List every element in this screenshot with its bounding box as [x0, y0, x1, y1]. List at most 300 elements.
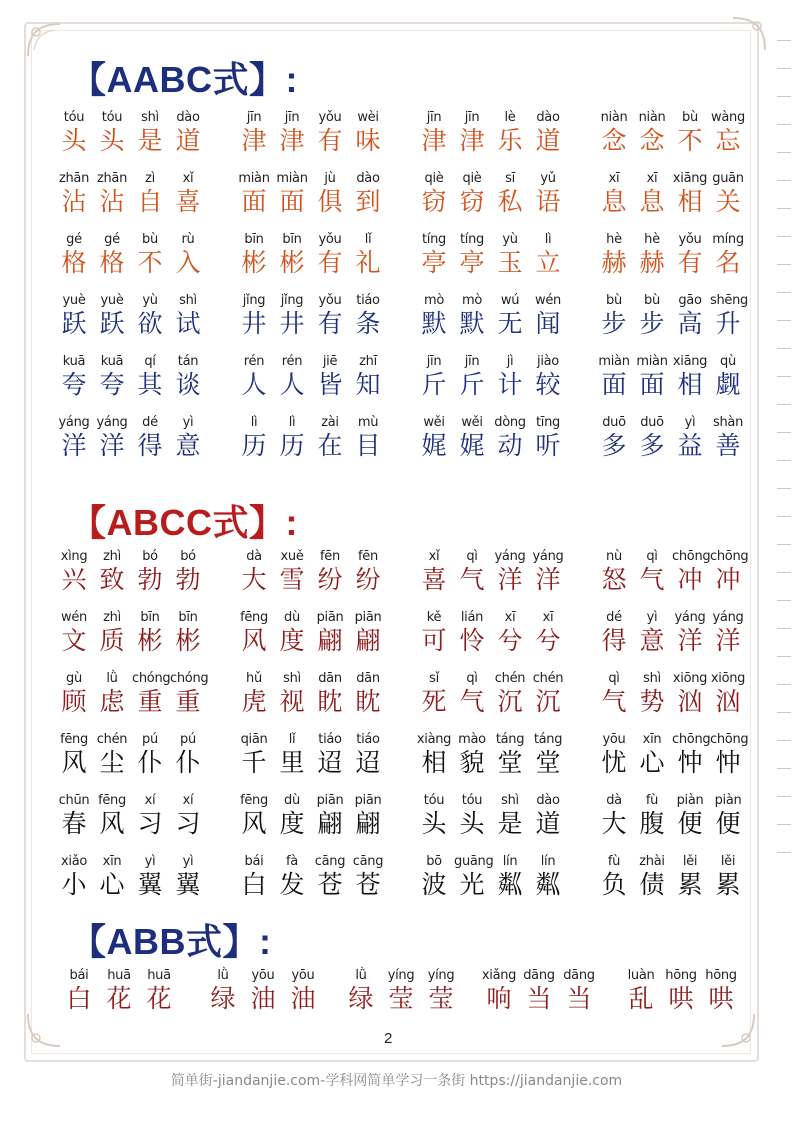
- hanzi-character: 意: [175, 431, 201, 460]
- hanzi-line: [60, 984, 178, 1014]
- pinyin-syllable: yǒu: [678, 232, 702, 247]
- hanzi-character: 跃: [99, 309, 125, 338]
- pinyin-syllable: dé: [142, 415, 158, 430]
- pinyin-line: [60, 968, 178, 983]
- pinyin-syllable: wěi: [423, 415, 445, 430]
- hanzi-character: 亭: [421, 248, 447, 277]
- pinyin-line: [416, 671, 566, 686]
- hanzi-character: 多: [601, 431, 627, 460]
- pinyin-line: [596, 732, 749, 747]
- hanzi-character: 彬: [241, 248, 267, 277]
- pinyin-syllable: wén: [535, 293, 561, 308]
- pinyin-syllable: dà: [246, 549, 262, 564]
- hanzi-character: 语: [535, 187, 561, 216]
- pinyin-syllable: chóng: [170, 671, 209, 686]
- hanzi-line: [236, 687, 386, 717]
- hanzi-character: 彬: [279, 248, 305, 277]
- hanzi-character: 多: [639, 431, 665, 460]
- pinyin-syllable: jǐng: [242, 293, 266, 308]
- pinyin-line: [56, 354, 206, 369]
- hanzi-character: 味: [355, 126, 381, 155]
- hanzi-character: 风: [99, 809, 125, 838]
- hanzi-character: 息: [601, 187, 627, 216]
- hanzi-character: 不: [137, 248, 163, 277]
- pinyin-syllable: xī: [504, 610, 516, 625]
- pinyin-syllable: jīn: [464, 110, 480, 125]
- hanzi-character: 洋: [497, 565, 523, 594]
- pinyin-syllable: zhī: [359, 354, 377, 369]
- hanzi-character: 津: [279, 126, 305, 155]
- pinyin-syllable: lǜ: [106, 671, 118, 686]
- pinyin-syllable: rù: [181, 232, 195, 247]
- hanzi-line: [236, 309, 386, 339]
- pinyin-syllable: yíng: [387, 968, 415, 983]
- idiom-row: [56, 232, 756, 292]
- pinyin-syllable: lǜ: [355, 968, 367, 983]
- pinyin-syllable: mào: [458, 732, 486, 747]
- pinyin-syllable: fēng: [60, 732, 88, 747]
- pinyin-syllable: gāo: [678, 293, 702, 308]
- pinyin-syllable: fù: [645, 793, 659, 808]
- hanzi-character: 汹: [715, 687, 741, 716]
- pinyin-syllable: yáng: [532, 549, 564, 564]
- pinyin-syllable: tóu: [423, 793, 445, 808]
- pinyin-syllable: bù: [606, 293, 622, 308]
- hanzi-character: 不: [677, 126, 703, 155]
- pinyin-syllable: qí: [144, 354, 156, 369]
- pinyin-syllable: lǐ: [364, 232, 372, 247]
- hanzi-character: 兮: [497, 626, 523, 655]
- pinyin-syllable: piān: [316, 610, 344, 625]
- hanzi-character: 迢: [317, 748, 343, 777]
- pinyin-line: [416, 354, 566, 369]
- pinyin-line: [596, 171, 746, 186]
- hanzi-character: 自: [137, 187, 163, 216]
- pinyin-syllable: yì: [182, 415, 194, 430]
- hanzi-line: [596, 687, 746, 717]
- pinyin-line: [56, 293, 206, 308]
- hanzi-character: 习: [137, 809, 163, 838]
- hanzi-character: 兴: [61, 565, 87, 594]
- hanzi-character: 听: [535, 431, 561, 460]
- pinyin-syllable: yōu: [251, 968, 275, 983]
- pinyin-syllable: zhān: [96, 171, 128, 186]
- hanzi-character: 莹: [428, 984, 454, 1013]
- hanzi-character: 历: [241, 431, 267, 460]
- hanzi-character: 便: [715, 809, 741, 838]
- hanzi-character: 觑: [715, 370, 741, 399]
- pinyin-syllable: shì: [283, 671, 301, 686]
- hanzi-line: [596, 565, 746, 595]
- pinyin-syllable: qiè: [462, 171, 482, 186]
- hanzi-character: 洋: [677, 626, 703, 655]
- pinyin-syllable: zài: [321, 415, 339, 430]
- hanzi-line: [236, 187, 386, 217]
- pinyin-syllable: jīn: [246, 110, 262, 125]
- hanzi-character: 顾: [61, 687, 87, 716]
- hanzi-character: 千: [241, 748, 267, 777]
- pinyin-syllable: zhài: [639, 854, 665, 869]
- pinyin-syllable: xiōng: [672, 671, 708, 686]
- pinyin-syllable: dào: [176, 110, 200, 125]
- hanzi-character: 风: [241, 626, 267, 655]
- hanzi-character: 步: [601, 309, 627, 338]
- pinyin-syllable: mò: [461, 293, 483, 308]
- pinyin-syllable: xī: [542, 610, 554, 625]
- hanzi-character: 道: [535, 809, 561, 838]
- section-title-abb: 【ABB式】:: [70, 921, 272, 962]
- hanzi-character: 冲: [715, 565, 741, 594]
- hanzi-character: 可: [421, 626, 447, 655]
- pinyin-syllable: dé: [606, 610, 622, 625]
- pinyin-syllable: jīn: [464, 354, 480, 369]
- hanzi-character: 跃: [61, 309, 87, 338]
- pinyin-syllable: niàn: [638, 110, 666, 125]
- pinyin-line: [596, 793, 746, 808]
- hanzi-character: 油: [250, 984, 276, 1013]
- pinyin-syllable: dào: [536, 793, 560, 808]
- hanzi-character: 知: [355, 370, 381, 399]
- pinyin-line: [416, 171, 566, 186]
- pinyin-line: [56, 854, 206, 869]
- pinyin-syllable: chóng: [132, 671, 171, 686]
- hanzi-character: 升: [715, 309, 741, 338]
- hanzi-line: [416, 809, 566, 839]
- hanzi-line: [56, 431, 206, 461]
- hanzi-character: 亭: [459, 248, 485, 277]
- hanzi-character: 习: [175, 809, 201, 838]
- hanzi-character: 相: [677, 370, 703, 399]
- hanzi-line: [56, 565, 206, 595]
- pinyin-syllable: bù: [142, 232, 158, 247]
- hanzi-line: [622, 984, 740, 1014]
- hanzi-character: 彬: [175, 626, 201, 655]
- pinyin-syllable: dù: [284, 793, 300, 808]
- footer-source: 简单街-jiandanjie.com-学科网简单学习一条街 https://jiandanjie.com: [170, 1073, 623, 1089]
- pinyin-syllable: mò: [423, 293, 445, 308]
- hanzi-line: [416, 309, 566, 339]
- hanzi-character: 较: [535, 370, 561, 399]
- hanzi-character: 迢: [355, 748, 381, 777]
- hanzi-character: 眈: [355, 687, 381, 716]
- pinyin-syllable: tiáo: [356, 293, 380, 308]
- pinyin-syllable: duō: [602, 415, 626, 430]
- pinyin-syllable: piàn: [676, 793, 704, 808]
- pinyin-syllable: miàn: [636, 354, 668, 369]
- page-number: 2: [384, 1030, 393, 1047]
- pinyin-line: [416, 293, 566, 308]
- pinyin-line: [416, 232, 566, 247]
- hanzi-character: 相: [421, 748, 447, 777]
- pinyin-syllable: yì: [182, 854, 194, 869]
- pinyin-syllable: yì: [646, 610, 658, 625]
- hanzi-character: 春: [61, 809, 87, 838]
- pinyin-syllable: bái: [69, 968, 89, 983]
- pinyin-line: [236, 854, 386, 869]
- pinyin-syllable: qù: [720, 354, 736, 369]
- hanzi-character: 是: [497, 809, 523, 838]
- pinyin-syllable: lián: [460, 610, 484, 625]
- pinyin-syllable: xiāng: [672, 354, 708, 369]
- pinyin-syllable: xī: [608, 171, 620, 186]
- pinyin-syllable: yōu: [291, 968, 315, 983]
- hanzi-character: 花: [106, 984, 132, 1013]
- pinyin-line: [416, 549, 566, 564]
- hanzi-character: 仆: [137, 748, 163, 777]
- pinyin-syllable: gù: [66, 671, 82, 686]
- hanzi-character: 窃: [421, 187, 447, 216]
- hanzi-character: 绿: [210, 984, 236, 1013]
- pinyin-syllable: yǒu: [318, 232, 342, 247]
- hanzi-character: 默: [459, 309, 485, 338]
- pinyin-syllable: fēng: [240, 610, 268, 625]
- pinyin-syllable: bīn: [140, 610, 160, 625]
- hanzi-character: 面: [241, 187, 267, 216]
- pinyin-syllable: bó: [142, 549, 158, 564]
- hanzi-character: 度: [279, 809, 305, 838]
- hanzi-character: 有: [677, 248, 703, 277]
- pinyin-syllable: yǒu: [318, 110, 342, 125]
- hanzi-character: 里: [279, 748, 305, 777]
- pinyin-syllable: rén: [243, 354, 265, 369]
- pinyin-syllable: bīn: [282, 232, 302, 247]
- hanzi-line: [416, 565, 566, 595]
- pinyin-syllable: táng: [495, 732, 525, 747]
- pinyin-syllable: chōng: [672, 549, 711, 564]
- hanzi-character: 势: [639, 687, 665, 716]
- pinyin-syllable: shì: [501, 793, 519, 808]
- section-title-abcc: 【ABCC式】:: [70, 502, 298, 543]
- pinyin-syllable: hǔ: [246, 671, 262, 686]
- hanzi-line: [236, 248, 386, 278]
- hanzi-character: 雪: [279, 565, 305, 594]
- hanzi-character: 喜: [175, 187, 201, 216]
- hanzi-character: 波: [421, 870, 447, 899]
- pinyin-syllable: mù: [357, 415, 379, 430]
- hanzi-character: 莹: [388, 984, 414, 1013]
- idiom-row: [56, 793, 756, 853]
- hanzi-line: [56, 870, 206, 900]
- pinyin-line: [480, 968, 598, 983]
- hanzi-line: [342, 984, 460, 1014]
- pinyin-line: [236, 610, 386, 625]
- pinyin-syllable: piān: [354, 610, 382, 625]
- pinyin-syllable: qiè: [424, 171, 444, 186]
- hanzi-line: [416, 687, 566, 717]
- hanzi-character: 汹: [677, 687, 703, 716]
- pinyin-syllable: xiāng: [672, 171, 708, 186]
- hanzi-character: 无: [497, 309, 523, 338]
- pinyin-syllable: lěi: [682, 854, 698, 869]
- hanzi-character: 津: [459, 126, 485, 155]
- hanzi-character: 花: [146, 984, 172, 1013]
- idiom-row: [56, 732, 756, 792]
- pinyin-syllable: xǐ: [182, 171, 194, 186]
- pinyin-syllable: kuā: [62, 354, 86, 369]
- pinyin-syllable: shì: [179, 293, 197, 308]
- hanzi-line: [416, 431, 566, 461]
- hanzi-line: [416, 126, 566, 156]
- pinyin-syllable: tóu: [461, 793, 483, 808]
- pinyin-line: [56, 610, 206, 625]
- hanzi-character: 赫: [639, 248, 665, 277]
- pinyin-syllable: xí: [182, 793, 194, 808]
- pinyin-syllable: xiǎo: [60, 854, 88, 869]
- pinyin-syllable: piān: [354, 793, 382, 808]
- pinyin-syllable: fēng: [240, 793, 268, 808]
- hanzi-character: 是: [137, 126, 163, 155]
- pinyin-syllable: kě: [426, 610, 442, 625]
- hanzi-character: 有: [317, 126, 343, 155]
- hanzi-character: 白: [66, 984, 92, 1013]
- pinyin-syllable: yáng: [712, 610, 744, 625]
- pinyin-syllable: míng: [712, 232, 744, 247]
- pinyin-syllable: bái: [244, 854, 264, 869]
- hanzi-line: [596, 370, 746, 400]
- pinyin-syllable: niàn: [600, 110, 628, 125]
- hanzi-character: 苍: [355, 870, 381, 899]
- hanzi-line: [416, 626, 566, 656]
- hanzi-character: 绿: [348, 984, 374, 1013]
- pinyin-line: [416, 610, 566, 625]
- pinyin-syllable: wú: [500, 293, 520, 308]
- hanzi-character: 格: [99, 248, 125, 277]
- pinyin-syllable: dào: [356, 171, 380, 186]
- hanzi-character: 善: [715, 431, 741, 460]
- hanzi-character: 仆: [175, 748, 201, 777]
- pinyin-syllable: chūn: [58, 793, 90, 808]
- pinyin-syllable: tán: [177, 354, 199, 369]
- pinyin-syllable: jǐng: [280, 293, 304, 308]
- hanzi-character: 油: [290, 984, 316, 1013]
- pinyin-line: [56, 171, 206, 186]
- pinyin-syllable: jiē: [322, 354, 338, 369]
- pinyin-syllable: lì: [250, 415, 258, 430]
- pinyin-syllable: wèi: [357, 110, 379, 125]
- pinyin-syllable: lè: [504, 110, 516, 125]
- pinyin-syllable: yáng: [96, 415, 128, 430]
- pinyin-line: [236, 671, 386, 686]
- pinyin-syllable: chōng: [710, 549, 749, 564]
- hanzi-character: 欲: [137, 309, 163, 338]
- hanzi-character: 虎: [241, 687, 267, 716]
- hanzi-character: 发: [279, 870, 305, 899]
- pinyin-syllable: wén: [61, 610, 87, 625]
- hanzi-line: [596, 431, 746, 461]
- hanzi-character: 沉: [497, 687, 523, 716]
- idiom-row: [56, 549, 756, 609]
- hanzi-line: [56, 370, 206, 400]
- hanzi-character: 堂: [497, 748, 523, 777]
- hanzi-line: [56, 309, 206, 339]
- hanzi-character: 苍: [317, 870, 343, 899]
- hanzi-character: 大: [601, 809, 627, 838]
- idiom-row: [56, 110, 756, 170]
- pinyin-syllable: bō: [426, 854, 442, 869]
- pinyin-syllable: bó: [180, 549, 196, 564]
- hanzi-character: 默: [421, 309, 447, 338]
- hanzi-character: 洋: [535, 565, 561, 594]
- pinyin-syllable: xiōng: [710, 671, 746, 686]
- pinyin-syllable: chén: [532, 671, 564, 686]
- hanzi-line: [596, 748, 746, 778]
- hanzi-character: 忘: [715, 126, 741, 155]
- pinyin-syllable: yuè: [62, 293, 86, 308]
- hanzi-line: [236, 126, 386, 156]
- hanzi-line: [236, 870, 386, 900]
- hanzi-character: 玉: [497, 248, 523, 277]
- hanzi-character: 光: [459, 870, 485, 899]
- hanzi-line: [236, 748, 386, 778]
- pinyin-syllable: hōng: [705, 968, 737, 983]
- hanzi-character: 粼: [535, 870, 561, 899]
- hanzi-character: 哄: [708, 984, 734, 1013]
- pinyin-syllable: bù: [644, 293, 660, 308]
- hanzi-line: [416, 248, 566, 278]
- hanzi-character: 心: [99, 870, 125, 899]
- hanzi-character: 计: [497, 370, 523, 399]
- hanzi-character: 人: [241, 370, 267, 399]
- pinyin-syllable: shēng: [710, 293, 749, 308]
- pinyin-syllable: lín: [502, 854, 518, 869]
- hanzi-character: 貌: [459, 748, 485, 777]
- hanzi-character: 勃: [175, 565, 201, 594]
- hanzi-character: 气: [459, 687, 485, 716]
- pinyin-syllable: tiáo: [356, 732, 380, 747]
- hanzi-line: [480, 984, 598, 1014]
- hanzi-character: 心: [639, 748, 665, 777]
- pinyin-syllable: sī: [505, 171, 515, 186]
- hanzi-character: 纷: [355, 565, 381, 594]
- binding-marks: [767, 40, 793, 870]
- pinyin-syllable: miàn: [276, 171, 308, 186]
- pinyin-syllable: yíng: [427, 968, 455, 983]
- idiom-row: [56, 415, 756, 475]
- hanzi-character: 到: [355, 187, 381, 216]
- hanzi-character: 面: [279, 187, 305, 216]
- hanzi-character: 名: [715, 248, 741, 277]
- hanzi-character: 当: [566, 984, 592, 1013]
- hanzi-character: 俱: [317, 187, 343, 216]
- pinyin-syllable: yuè: [100, 293, 124, 308]
- pinyin-line: [596, 354, 746, 369]
- hanzi-character: 哄: [668, 984, 694, 1013]
- pinyin-syllable: wàng: [711, 110, 745, 125]
- corner-ornament-icon: [24, 20, 64, 60]
- pinyin-syllable: gé: [104, 232, 120, 247]
- pinyin-line: [416, 793, 566, 808]
- hanzi-character: 步: [639, 309, 665, 338]
- hanzi-character: 头: [459, 809, 485, 838]
- corner-ornament-icon: [729, 14, 769, 54]
- idiom-row: [56, 610, 756, 670]
- pinyin-syllable: kuā: [100, 354, 124, 369]
- pinyin-syllable: rén: [281, 354, 303, 369]
- pinyin-syllable: bīn: [244, 232, 264, 247]
- hanzi-line: [56, 748, 206, 778]
- idiom-row: [56, 854, 756, 914]
- hanzi-character: 白: [241, 870, 267, 899]
- hanzi-character: 乐: [497, 126, 523, 155]
- pinyin-syllable: lěi: [720, 854, 736, 869]
- hanzi-character: 风: [61, 748, 87, 777]
- idiom-row: [56, 171, 756, 231]
- pinyin-line: [596, 549, 749, 564]
- pinyin-syllable: jù: [324, 171, 336, 186]
- hanzi-character: 重: [175, 687, 201, 716]
- pinyin-line: [596, 415, 746, 430]
- hanzi-character: 谈: [175, 370, 201, 399]
